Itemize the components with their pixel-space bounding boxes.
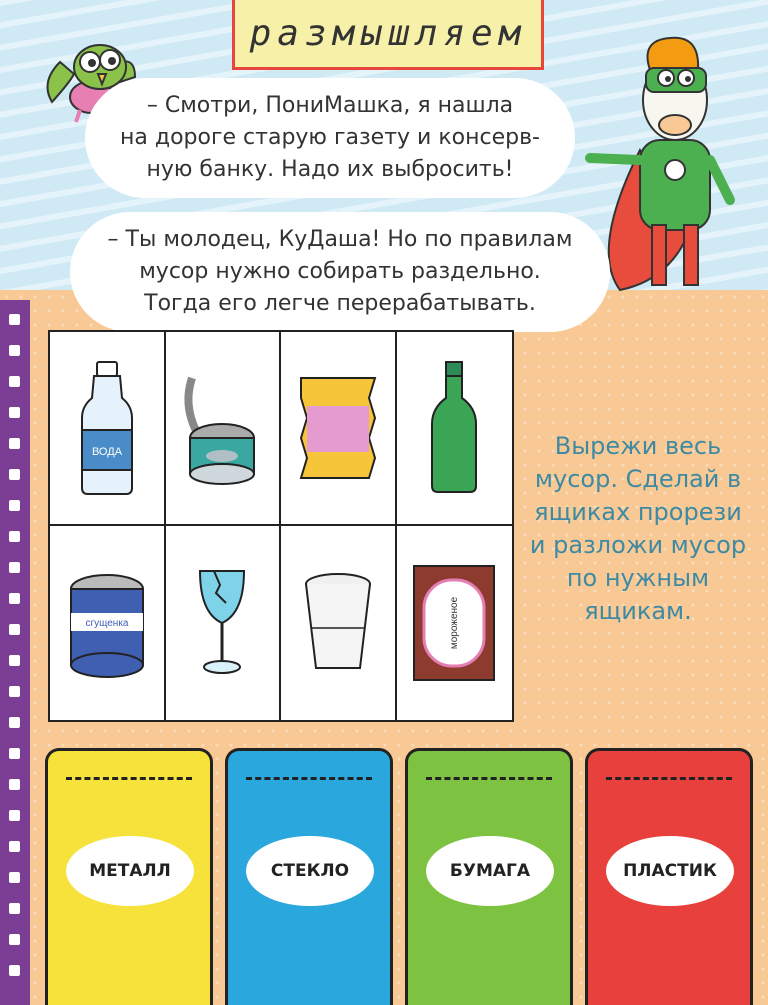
film-hole [9,438,20,449]
grid-cell-plastic-cup[interactable] [281,526,397,720]
bin-slot [66,777,192,780]
open-can-icon [182,368,262,488]
bin-label-metal: МЕТАЛЛ [66,836,194,906]
bin-label-plastic: ПЛАСТИК [606,836,734,906]
water-bottle-icon [72,358,142,498]
instruction-line: по нужным [566,564,710,592]
bin-slot [426,777,552,780]
film-hole [9,562,20,573]
film-hole [9,686,20,697]
film-hole [9,934,20,945]
instruction-line: мусор. Сделай в [534,465,742,493]
film-hole [9,593,20,604]
ice-cream-wrapper-icon [404,558,504,688]
instruction-line: и разложи мусор [529,531,747,559]
dialog-line: ную банку. Надо их выбросить! [146,157,514,182]
trash-cutout-grid [48,330,514,722]
title-plate [232,0,544,70]
bin-label-glass: СТЕКЛО [246,836,374,906]
instructions [518,430,758,628]
film-hole [9,872,20,883]
film-strip [0,300,30,1005]
bin-paper[interactable] [405,748,573,1005]
bin-plastic[interactable] [585,748,753,1005]
dialog-line: мусор нужно собирать раздельно. [139,259,541,284]
film-hole [9,407,20,418]
film-hole [9,810,20,821]
ice-cream-label: мороженое [449,596,461,650]
instruction-line: Вырежи весь [554,432,722,460]
film-hole [9,624,20,635]
film-hole [9,345,20,356]
grid-cell-condensed-milk[interactable] [50,526,166,720]
film-hole [9,779,20,790]
dialog-line: на дороге старую газету и консерв- [120,125,540,150]
film-hole [9,748,20,759]
dialog-line: – Смотри, ПониМашка, я нашла [146,93,514,118]
film-hole [9,841,20,852]
grid-cell-glass-bottle[interactable] [397,332,513,526]
milk-label: сгущенка [85,618,129,629]
film-hole [9,903,20,914]
film-hole [9,965,20,976]
plastic-cup-icon [298,568,378,678]
film-hole [9,531,20,542]
dialog-kudasha [80,90,580,186]
broken-glass-icon [192,563,252,683]
instruction-line: ящиках прорези [534,498,742,526]
candy-wrapper-icon [293,368,383,488]
grid-cell-water-bottle[interactable] [50,332,166,526]
dialog-line: – Ты молодец, КуДаша! Но по правилам [107,227,573,252]
instruction-line: ящикам. [584,597,692,625]
glass-bottle-icon [424,358,484,498]
bin-label-paper: БУМАГА [426,836,554,906]
dialog-ponimashka [60,224,620,320]
bin-slot [606,777,732,780]
bin-slot [246,777,372,780]
film-hole [9,469,20,480]
page-title: размышляем [249,13,527,54]
film-hole [9,655,20,666]
condensed-milk-can-icon [62,563,152,683]
grid-cell-ice-cream-wrapper[interactable] [397,526,513,720]
dialog-line: Тогда его легче перерабатывать. [144,291,536,316]
water-label: ВОДА [91,446,122,458]
film-hole [9,314,20,325]
bin-glass[interactable] [225,748,393,1005]
grid-cell-open-can[interactable] [166,332,282,526]
film-hole [9,376,20,387]
grid-cell-candy-wrapper[interactable] [281,332,397,526]
grid-cell-broken-glass[interactable] [166,526,282,720]
film-hole [9,500,20,511]
film-hole [9,717,20,728]
bin-metal[interactable] [45,748,213,1005]
